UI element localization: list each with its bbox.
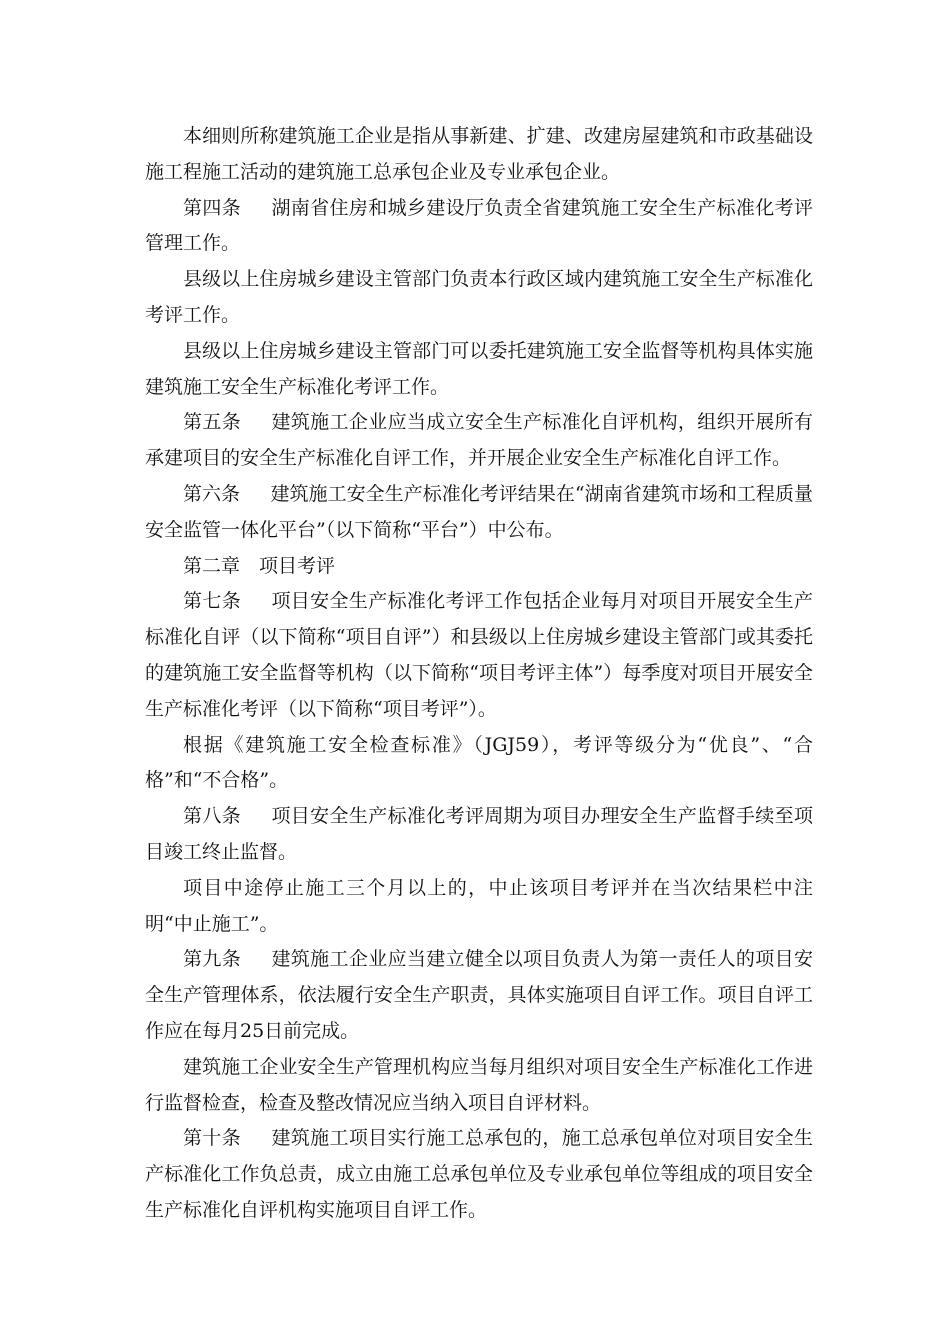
paragraph-text: 根据《建筑施工安全检查标准》（JGJ59），考评等级分为“优良”、“合格”和“不合格”。 [145, 733, 813, 792]
article-label: 第七条 [183, 590, 242, 613]
article-label: 第五条 [183, 411, 242, 434]
article-7 [145, 584, 813, 727]
document-page [145, 119, 813, 1229]
article-label: 第八条 [183, 805, 242, 828]
paragraph-text: 县级以上住房城乡建设主管部门负责本行政区域内建筑施工安全生产标准化考评工作。 [145, 268, 813, 326]
paragraph-scope [145, 119, 813, 191]
article-10 [145, 1121, 813, 1228]
paragraph-text: 项目安全生产标准化考评周期为项目办理安全生产监督手续至项目竣工终止监督。 [145, 805, 813, 863]
chapter-2-heading [145, 549, 813, 585]
article-4 [145, 191, 813, 263]
article-label: 第六条 [183, 482, 241, 505]
chapter-label: 第二章 [183, 554, 241, 577]
article-label: 第九条 [183, 948, 242, 971]
paragraph-suspension [145, 871, 813, 943]
article-6 [145, 477, 813, 549]
paragraph-text: 项目中途停止施工三个月以上的，中止该项目考评并在当次结果栏中注明“中止施工”。 [145, 876, 813, 935]
paragraph-grading [145, 728, 813, 800]
paragraph-text: 建筑施工企业安全生产管理机构应当每月组织对项目安全生产标准化工作进行监督检查，检查及整改情况应当纳入项目自评材料。 [145, 1055, 813, 1114]
paragraph-text: 本细则所称建筑施工企业是指从事新建、扩建、改建房屋建筑和市政基础设施工程施工活动的建筑施工总承包企业及专业承包企业。 [145, 125, 813, 183]
paragraph-text: 项目安全生产标准化考评工作包括企业每月对项目开展安全生产标准化自评（以下简称“项目自评”）和县级以上住房城乡建设主管部门或其委托的建筑施工安全监督等机构（以下简称“项目考评主体”）每季度对项目开展安全生产标准化考评（以下简称“项目考评”）。 [145, 590, 813, 720]
paragraph-text: 县级以上住房城乡建设主管部门可以委托建筑施工安全监督等机构具体实施建筑施工安全生产标准化考评工作。 [145, 339, 813, 398]
paragraph-text: 湖南省住房和城乡建设厅负责全省建筑施工安全生产标准化考评管理工作。 [145, 196, 813, 255]
paragraph-text: 建筑施工安全生产标准化考评结果在“湖南省建筑市场和工程质量安全监管一体化平台”（以下简称“平台”）中公布。 [145, 482, 813, 541]
article-5 [145, 405, 813, 477]
article-9 [145, 942, 813, 1049]
paragraph-text: 建筑施工企业应当建立健全以项目负责人为第一责任人的项目安全生产管理体系，依法履行安全生产职责，具体实施项目自评工作。项目自评工作应在每月25日前完成。 [145, 948, 813, 1042]
paragraph-county-delegation [145, 334, 813, 406]
chapter-title: 项目考评 [259, 554, 336, 577]
paragraph-text: 建筑施工项目实行施工总承包的，施工总承包单位对项目安全生产标准化工作负总责，成立由施工总承包单位及专业承包单位等组成的项目安全生产标准化自评机构实施项目自评工作。 [145, 1127, 813, 1221]
article-label: 第四条 [183, 196, 242, 219]
paragraph-supervision [145, 1050, 813, 1122]
paragraph-text: 建筑施工企业应当成立安全生产标准化自评机构，组织开展所有承建项目的安全生产标准化自评工作，并开展企业安全生产标准化自评工作。 [145, 411, 813, 470]
article-8 [145, 799, 813, 871]
article-label: 第十条 [183, 1127, 242, 1150]
paragraph-county-responsibility [145, 262, 813, 334]
